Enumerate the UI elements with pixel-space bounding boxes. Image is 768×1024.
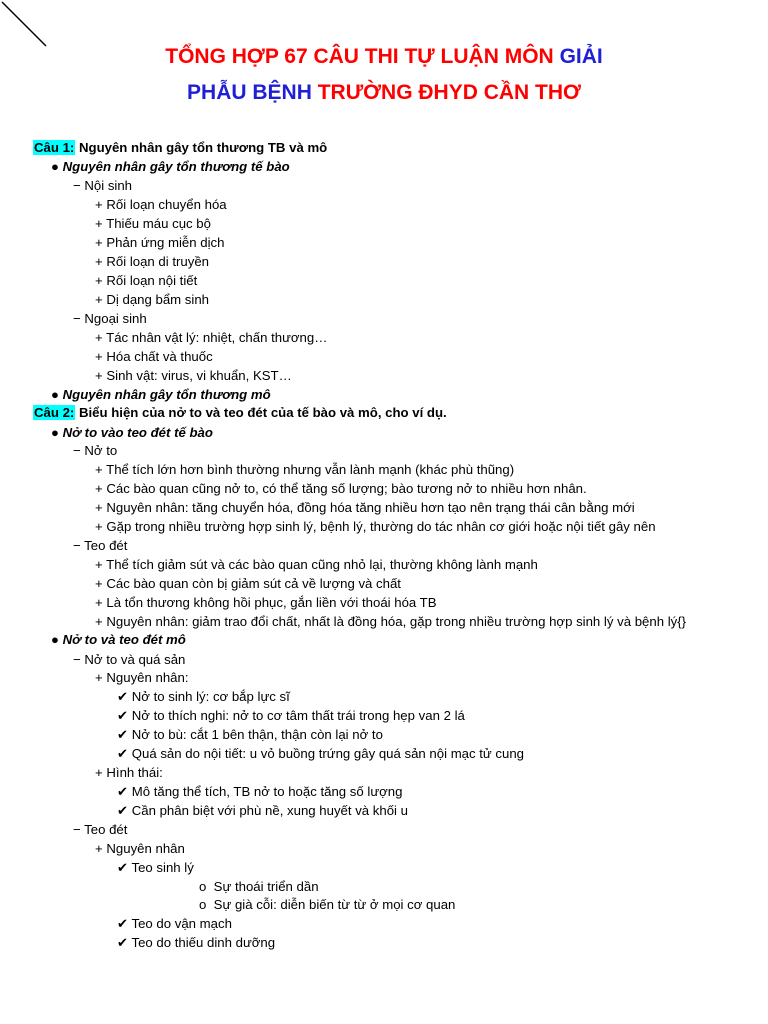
list-item	[73, 822, 127, 838]
list-item	[73, 652, 185, 668]
list-item	[199, 879, 319, 895]
list-item	[95, 841, 185, 857]
list-item-text: Nở to	[84, 443, 118, 458]
plus-icon: +	[95, 368, 103, 383]
list-item-text: Dị dạng bẩm sinh	[106, 292, 210, 307]
checkmark-icon: ✔	[117, 746, 129, 761]
plus-icon: +	[95, 273, 103, 288]
circle-bullet-icon: o	[199, 879, 207, 894]
dash-icon: −	[73, 538, 81, 553]
list-item	[95, 462, 514, 478]
plus-icon: +	[95, 292, 103, 307]
plus-icon: +	[95, 595, 103, 610]
list-item-text: Ngoại sinh	[84, 311, 147, 326]
list-item	[117, 916, 232, 932]
question-text: Biểu hiện của nở to và teo đét của tế bào và mô, cho ví dụ.	[78, 405, 447, 420]
list-item	[51, 425, 213, 441]
checkmark-icon: ✔	[117, 727, 129, 742]
list-item-text: Sinh vật: virus, vi khuẩn, KST…	[106, 368, 292, 383]
list-item-text: Cần phân biệt với phù nề, xung huyết và khối u	[131, 803, 408, 818]
list-item-text: Mô tăng thể tích, TB nở to hoặc tăng số lượng	[131, 784, 403, 799]
list-item-text: Các bào quan còn bị giảm sút cả về lượng và chất	[106, 576, 401, 591]
list-item-text: Phản ứng miễn dịch	[106, 235, 225, 250]
list-item-text: Quá sản do nội tiết: u vỏ buồng trứng gây quá sản nội mạc tử cung	[131, 746, 525, 761]
list-item	[51, 632, 186, 648]
question-2-heading	[33, 405, 447, 421]
plus-icon: +	[95, 197, 103, 212]
question-text: Nguyên nhân gây tổn thương TB và mô	[78, 140, 328, 155]
dash-icon: −	[73, 652, 81, 667]
list-item-text: Nở to bù: cắt 1 bên thận, thận còn lại nở to	[131, 727, 383, 742]
list-item	[51, 387, 271, 403]
list-item	[95, 481, 587, 497]
checkmark-icon: ✔	[117, 708, 129, 723]
list-item	[117, 784, 402, 800]
question-1-heading	[33, 140, 327, 156]
section-heading: Nở to và teo đét mô	[62, 632, 186, 647]
plus-icon: +	[95, 235, 103, 250]
list-item	[95, 614, 686, 630]
list-item-text: Nội sinh	[84, 178, 133, 193]
list-item-text: Rối loạn nội tiết	[106, 273, 198, 288]
list-item	[51, 159, 290, 175]
list-item-text: Teo đét	[84, 822, 128, 837]
list-item-text: Sự thoái triển dần	[213, 879, 319, 894]
checkmark-icon: ✔	[117, 689, 129, 704]
document-title-line-2	[0, 81, 768, 105]
list-item-text: Gặp trong nhiều trường hợp sinh lý, bệnh lý, thường do tác nhân cơ giới hoặc nội tiết gây nên	[106, 519, 656, 534]
checkmark-icon: ✔	[117, 860, 129, 875]
plus-icon: +	[95, 216, 103, 231]
list-item	[73, 178, 132, 194]
checkmark-icon: ✔	[117, 784, 129, 799]
list-item-text: Nguyên nhân:	[106, 670, 189, 685]
list-item	[95, 519, 656, 535]
document-title-line-1	[0, 45, 768, 69]
dash-icon: −	[73, 443, 81, 458]
title-blue-part: PHẪU BỆNH	[187, 81, 312, 104]
list-item-text: Thiếu máu cục bộ	[106, 216, 211, 231]
list-item-text: Nở to sinh lý: cơ bắp lực sĩ	[131, 689, 290, 704]
list-item	[117, 708, 465, 724]
checkmark-icon: ✔	[117, 935, 129, 950]
question-label: Câu 1:	[34, 140, 75, 155]
list-item-text: Teo sinh lý	[131, 860, 194, 875]
plus-icon: +	[95, 330, 103, 345]
list-item	[117, 689, 290, 705]
list-item-text: Hóa chất và thuốc	[106, 349, 213, 364]
list-item-text: Teo đét	[84, 538, 128, 553]
list-item	[73, 443, 117, 459]
dash-icon: −	[73, 822, 81, 837]
list-item-text: Các bào quan cũng nở to, có thể tăng số lượng; bào tương nở to nhiều hơn nhân.	[106, 481, 587, 496]
question-label: Câu 2:	[34, 405, 75, 420]
plus-icon: +	[95, 576, 103, 591]
list-item-text: Là tổn thương không hồi phục, gắn liền với thoái hóa TB	[106, 595, 437, 610]
list-item	[95, 273, 197, 289]
list-item-text: Hình thái:	[106, 765, 163, 780]
plus-icon: +	[95, 481, 103, 496]
list-item	[95, 216, 211, 232]
plus-icon: +	[95, 462, 103, 477]
plus-icon: +	[95, 614, 103, 629]
list-item	[95, 765, 163, 781]
list-item-text: Tác nhân vật lý: nhiệt, chấn thương…	[106, 330, 328, 345]
title-red-part: TỔNG HỢP 67 CÂU THI TỰ LUẬN MÔN	[165, 45, 554, 68]
list-item-text: Teo do vận mạch	[131, 916, 232, 931]
list-item	[95, 576, 401, 592]
list-item	[199, 897, 455, 913]
circle-bullet-icon: o	[199, 897, 207, 912]
plus-icon: +	[95, 765, 103, 780]
list-item-text: Teo do thiếu dinh dưỡng	[131, 935, 276, 950]
list-item	[95, 368, 292, 384]
plus-icon: +	[95, 349, 103, 364]
list-item	[117, 935, 275, 951]
list-item	[95, 330, 327, 346]
list-item-text: Rối loạn di truyền	[106, 254, 210, 269]
bullet-icon: ●	[51, 425, 59, 440]
list-item	[95, 197, 227, 213]
list-item-text: Rối loạn chuyển hóa	[106, 197, 227, 212]
plus-icon: +	[95, 254, 103, 269]
plus-icon: +	[95, 670, 103, 685]
list-item-text: Nguyên nhân	[106, 841, 185, 856]
list-item	[73, 538, 127, 554]
list-item-text: Nguyên nhân: giảm trao đổi chất, nhất là đồng hóa, gặp trong nhiều trường hợp sinh lý và bệnh lý{}	[106, 614, 687, 629]
list-item	[95, 235, 224, 251]
title-blue-part: GIẢI	[559, 45, 603, 68]
plus-icon: +	[95, 519, 103, 534]
list-item-text: Nguyên nhân: tăng chuyển hóa, đồng hóa tăng nhiều hơn tạo nên trạng thái cân bằng mới	[106, 500, 635, 515]
plus-icon: +	[95, 841, 103, 856]
list-item	[95, 557, 538, 573]
section-heading: Nguyên nhân gây tổn thương mô	[62, 387, 271, 402]
bullet-icon: ●	[51, 159, 59, 174]
list-item	[95, 349, 213, 365]
list-item	[117, 727, 383, 743]
list-item-text: Thể tích lớn hơn bình thường nhưng vẫn lành mạnh (khác phù thũng)	[106, 462, 515, 477]
list-item	[95, 254, 209, 270]
dash-icon: −	[73, 178, 81, 193]
checkmark-icon: ✔	[117, 803, 129, 818]
list-item	[95, 292, 209, 308]
list-item	[95, 670, 189, 686]
list-item	[73, 311, 147, 327]
checkmark-icon: ✔	[117, 916, 129, 931]
list-item-text: Thể tích giảm sút và các bào quan cũng nhỏ lại, thường không lành mạnh	[106, 557, 538, 572]
dash-icon: −	[73, 311, 81, 326]
list-item-text: Nở to và quá sản	[84, 652, 186, 667]
plus-icon: +	[95, 500, 103, 515]
list-item	[95, 595, 437, 611]
section-heading: Nở to vào teo đét tế bào	[62, 425, 213, 440]
plus-icon: +	[95, 557, 103, 572]
list-item-text: Nở to thích nghi: nở to cơ tâm thất trái trong hẹp van 2 lá	[131, 708, 465, 723]
list-item	[117, 860, 194, 876]
list-item	[117, 803, 408, 819]
list-item	[117, 746, 524, 762]
list-item	[95, 500, 635, 516]
title-red-part: TRƯỜNG ĐHYD CẦN THƠ	[317, 81, 581, 104]
bullet-icon: ●	[51, 632, 59, 647]
bullet-icon: ●	[51, 387, 59, 402]
section-heading: Nguyên nhân gây tổn thương tế bào	[62, 159, 290, 174]
list-item-text: Sự già cỗi: diễn biến từ từ ở mọi cơ quan	[213, 897, 456, 912]
